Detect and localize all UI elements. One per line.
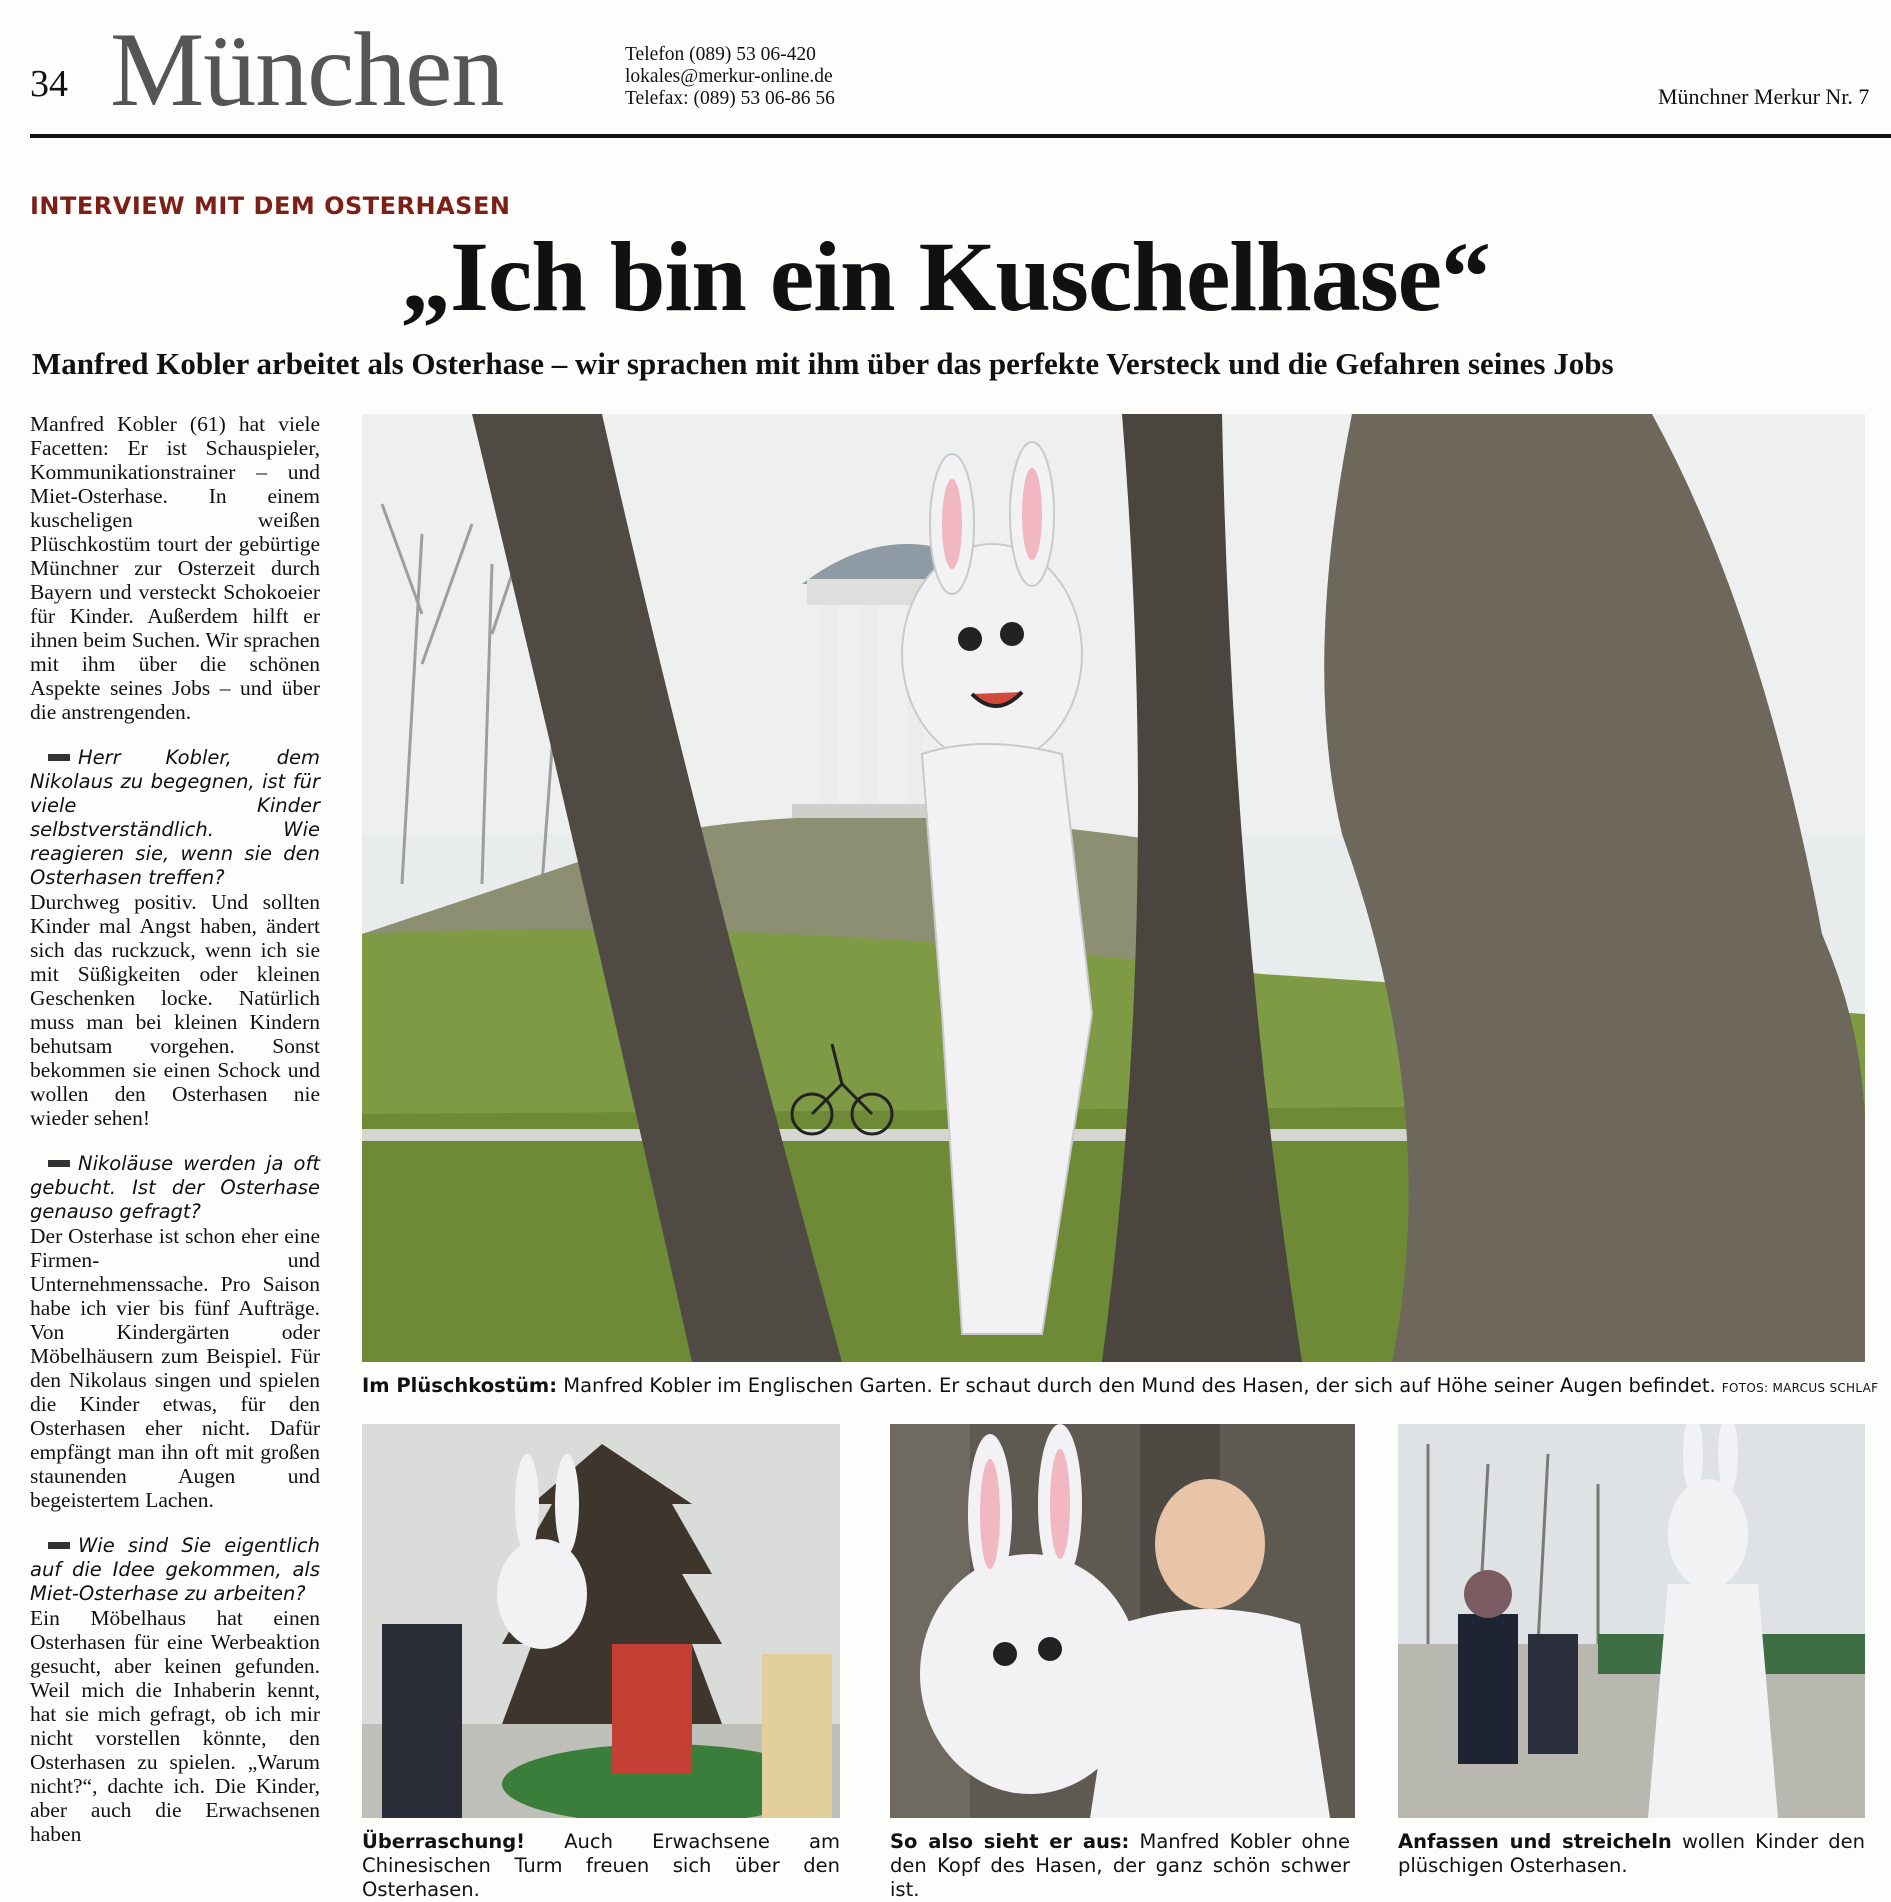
main-photo <box>362 414 1865 1362</box>
article-body <box>30 412 320 1846</box>
photo-chinese-tower <box>362 1424 840 1818</box>
interview-question: Wie sind Sie eigentlich auf die Idee gekommen, als Miet-Osterhase zu arbeiten? <box>30 1534 320 1605</box>
article-kicker: INTERVIEW MIT DEM OSTERHASEN <box>30 192 511 220</box>
interview-question: Nikoläuse werden ja oft gebucht. Ist der Osterhase genauso gefragt? <box>30 1152 320 1223</box>
interview-answer: Der Osterhase ist schon eher eine Firmen- und Unternehmenssache. Pro Saison habe ich vier bis fünf Aufträge. Von Kindergärten oder Möbelhäusern zum Beispiel. Für den Nikolaus singen und spielen die Kinder etwas, für den Osterhasen eher nicht. Dafür empfängt man ihn oft mit großen staunenden Augen und begeistertem Lachen. <box>30 1224 320 1512</box>
photo-credit: FOTOS: MARCUS SCHLAF <box>1721 1381 1879 1395</box>
interview-answer: Ein Möbelhaus hat einen Osterhasen für eine Werbeaktion gesucht, aber keinen gefunden. Weil mich die Inhaberin kennt, hat sie mich gefragt, ob ich mir nicht vorstellen könnte, den Osterhasen zu spielen. „Warum nicht?“, dachte ich. Die Kinder, aber auch die Erwachsenen haben <box>30 1606 320 1846</box>
article-intro: Manfred Kobler (61) hat viele Facetten: Er ist Schauspieler, Kommunikationstrainer – und Miet-Osterhase. In einem kuscheligen weißen Plüschkostüm tourt der gebürtige Münchner zur Osterzeit durch Bayern und versteckt Schokoeier für Kinder. Außerdem hilft er ihnen beim Suchen. Wir sprachen mit ihm über die schönen Aspekte seines Jobs – und über die anstrengenden. <box>30 412 320 724</box>
header-rule <box>30 134 1891 138</box>
photo-kobler-without-head <box>890 1424 1355 1818</box>
contact-info <box>625 44 835 110</box>
article-headline: „Ich bin ein Kuschelhase“ <box>400 221 1491 332</box>
photo-caption-2: So also sieht er aus: Manfred Kobler ohne den Kopf des Hasen, der ganz schön schwer ist. <box>890 1830 1350 1901</box>
photo-children <box>1398 1424 1865 1818</box>
tower-scene <box>362 1424 840 1818</box>
article-subheadline: Manfred Kobler arbeitet als Osterhase – wir sprachen mit ihm über das perfekte Versteck und die Gefahren seines Jobs <box>32 346 1614 381</box>
photo-caption-1: Überraschung! Auch Erwachsene am Chinesischen Turm freuen sich über den Osterhasen. <box>362 1830 840 1901</box>
question-bar-icon <box>48 1542 70 1549</box>
park-bunny-scene <box>362 414 1865 1362</box>
photo-caption-3: Anfassen und streicheln wollen Kinder den plüschigen Osterhasen. <box>1398 1830 1865 1877</box>
children-scene <box>1398 1424 1865 1818</box>
kobler-scene <box>890 1424 1355 1818</box>
newspaper-name: Münchner Merkur Nr. 7 <box>1658 84 1870 109</box>
contact-fax: Telefax: (089) 53 06-86 56 <box>625 88 835 109</box>
interview-question: Herr Kobler, dem Nikolaus zu begegnen, ist für viele Kinder selbstverständlich. Wie reagieren sie, wenn sie den Osterhasen treffen? <box>30 746 320 889</box>
interview-answer: Durchweg positiv. Und sollten Kinder mal Angst haben, ändert sich das ruckzuck, wenn ich sie mit Süßigkeiten oder kleinen Geschenken locke. Natürlich muss man bei kleinen Kindern behutsam vorgehen. Sonst bekommen sie einen Schock und wollen den Osterhasen nie wieder sehen! <box>30 890 320 1130</box>
contact-email[interactable]: lokales@merkur-online.de <box>625 66 833 87</box>
question-bar-icon <box>48 754 70 761</box>
page-number: 34 <box>30 63 68 105</box>
main-photo-caption: Im Plüschkostüm: Manfred Kobler im Englischen Garten. Er schaut durch den Mund des Hasen, der sich auf Höhe seiner Augen befindet. FOTOS: MARCUS SCHLAF <box>362 1374 1879 1397</box>
section-title: München <box>110 11 504 128</box>
contact-phone: Telefon (089) 53 06-420 <box>625 44 816 65</box>
question-bar-icon <box>48 1160 70 1167</box>
